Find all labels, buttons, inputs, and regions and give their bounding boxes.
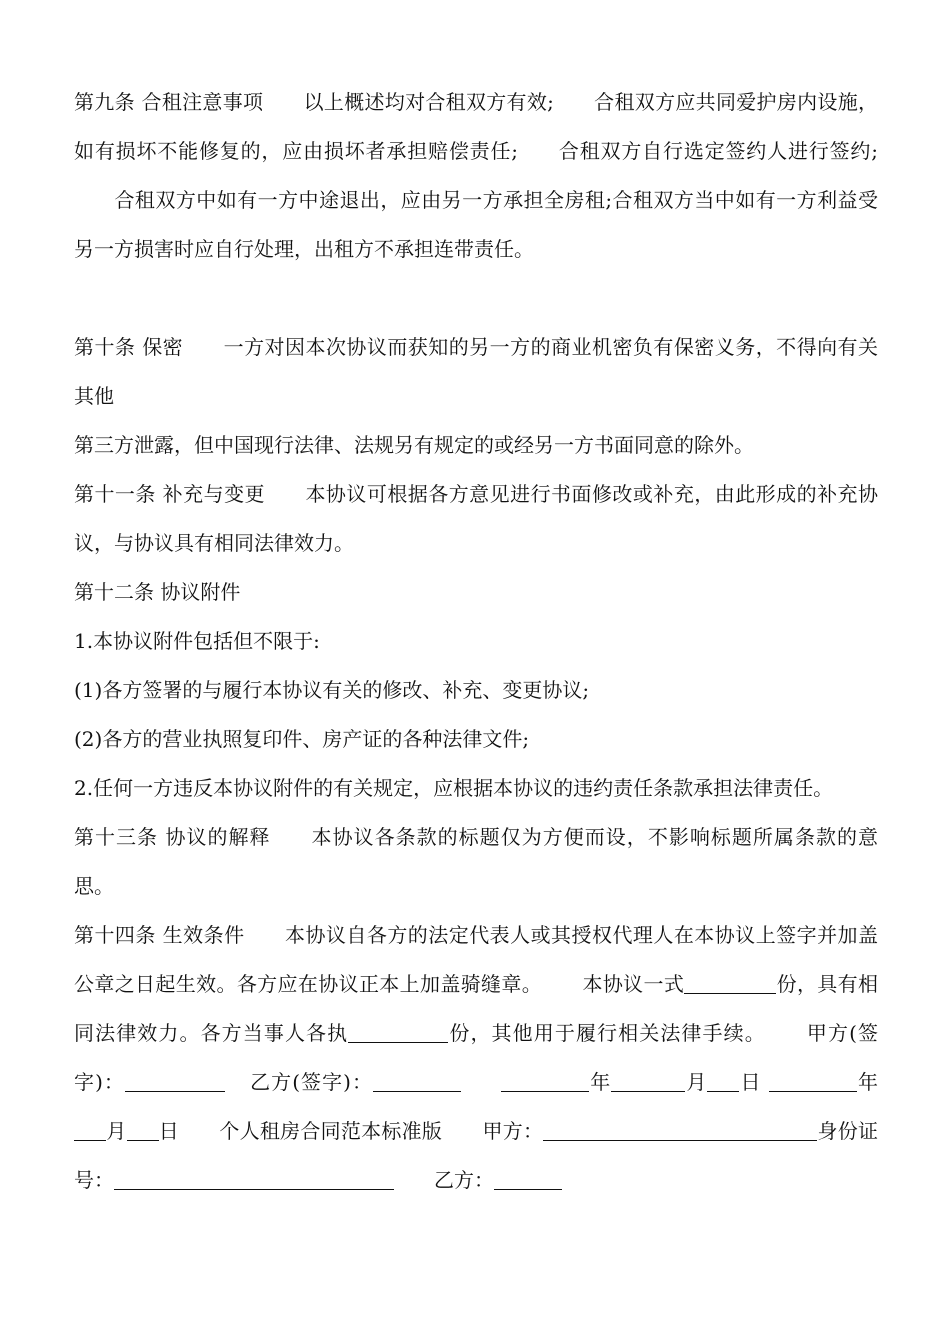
id-number-blank	[114, 1169, 394, 1190]
document-title: 个人租房合同范本标准版	[219, 1119, 443, 1143]
article-10-continued: 第三方泄露，但中国现行法律、法规另有规定的或经另一方书面同意的除外。	[74, 433, 754, 457]
article-14: 第十四条 生效条件 本协议自各方的法定代表人或其授权代理人在本协议上签字并加盖公章之日起生效。各方应在协议正本上加盖骑缝章。 本协议一式 份，具有相同法律效力。各方当事人各执 份，其他用于履行相关法律手续。 甲方(签字)： 乙方(签字)： 年 月 日 年月 日 个人租房合同范本标准版 甲方： 身份证号： 乙方：	[74, 923, 879, 1192]
article-12-title: 第十二条 协议附件	[74, 580, 241, 604]
date-year-blank	[501, 1071, 589, 1092]
party-b-sign-label: 乙方(签字)：	[249, 1070, 374, 1094]
article-12-item-1: 1.本协议附件包括但不限于:	[74, 629, 320, 653]
party-b-blank	[494, 1169, 562, 1190]
party-a-sign-blank	[125, 1071, 225, 1092]
article-12-item-1a: (1)各方签署的与履行本协议有关的修改、补充、变更协议;	[74, 678, 590, 702]
article-12-item-2: 2.任何一方违反本协议附件的有关规定，应根据本协议的违约责任条款承担法律责任。	[74, 776, 834, 800]
copies-total-blank	[684, 973, 730, 994]
article-10: 第十条 保密 一方对因本次协议而获知的另一方的商业机密负有保密义务，不得向有关其他	[74, 335, 879, 408]
date-year-blank-2	[769, 1071, 857, 1092]
copies-each-blank	[348, 1022, 448, 1043]
article-13: 第十三条 协议的解释 本协议各条款的标题仅为方便而设，不影响标题所属条款的意思。	[74, 825, 878, 898]
party-a-label: 甲方：	[482, 1119, 544, 1143]
document-page	[74, 78, 878, 1205]
article-9-title: 第九条 合租注意事项	[74, 90, 264, 114]
article-11-title: 第十一条 补充与变更	[74, 482, 265, 506]
party-b-label: 乙方：	[434, 1168, 494, 1192]
id-number-label: 身份证号：	[74, 1119, 879, 1192]
party-b-sign-blank	[373, 1071, 461, 1092]
article-14-title: 第十四条 生效条件	[74, 923, 245, 947]
party-a-blank	[543, 1120, 585, 1141]
article-13-title: 第十三条 协议的解释	[74, 825, 271, 849]
article-10-title: 第十条 保密	[74, 335, 184, 359]
article-12-item-1b: (2)各方的营业执照复印件、房产证的各种法律文件;	[74, 727, 530, 751]
party-a-sign-label: 甲方(签字)：	[74, 1021, 879, 1094]
article-11: 第十一条 补充与变更 本协议可根据各方意见进行书面修改或补充，由此形成的补充协议，与协议具有相同法律效力。	[74, 482, 878, 555]
article-9: 第九条 合租注意事项 以上概述均对合租双方有效; 合租双方应共同爱护房内设施，如有损坏不能修复的，应由损坏者承担赔偿责任; 合租双方自行选定签约人进行签约;合租双方中如有一方中途退出，应由另一方承担全房租;合租双方当中如有一方利益受另一方损害时应自行处理，出租方不承担连带责任。	[74, 90, 879, 261]
